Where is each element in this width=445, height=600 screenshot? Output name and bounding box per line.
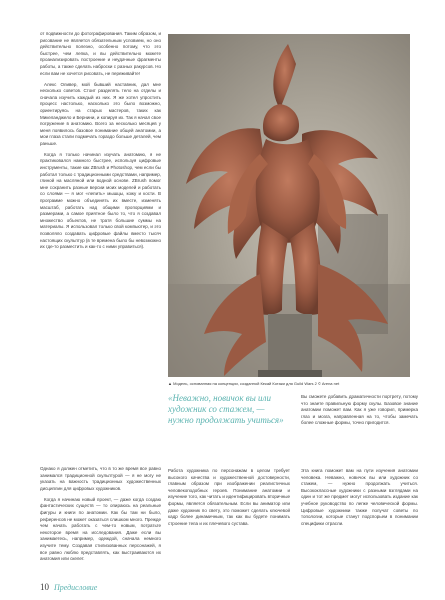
text-column-left-top — [40, 31, 161, 423]
paragraph: Когда я начинаю новый проект, — даже когда создаю фантастических существ — то опираюсь на реальные фигуры и книги по анатомии. Как бы там ни было, референсов не может оказаться слишком много. Прежде чем начать работать с чем-то новым, потратьте некоторое время на исследования. Даже если вы занимаетесь, например, одеждой, сначала немного изучите тему. Создавая стилизованных персонажей, я все равно люблю представлять, как выстраиваются их анатомия или скелет. — [40, 496, 161, 562]
text-column-right-top — [301, 394, 418, 466]
section-title: Предисловие — [54, 583, 98, 592]
paragraph: Работа художника по персонажам в целом требует высокого качества и художественной достоверности, главным образом при изображении реалистичных человекоподобных героев. Понимание анатомии и изучение того, как читать и идентифицировать вторичные формы, является обязательным. Если вы аниматор или даже художник по свету, это поможет сделать ключевой кадр более динамичным, так как вы будете понимать строение тела и их плечевого сустава. — [168, 468, 290, 526]
page-number: 10 — [40, 582, 49, 592]
text-column-right-bottom — [301, 468, 418, 578]
pull-quote: «Неважно, новичок вы или художник со стажем, — нужно продолжать учиться» — [168, 393, 284, 425]
paragraph: от подвижности до фотографирования. Таким образом, и рисование не является обязательным условием, но оно действительно полезно, особенно потому, что это быстрее, чем лепка, и вы действительно можете проанализировать построение и неудачные фрагменты работы, а также сделать наброски с разных ракурсов. Но если вам не хочется рисовать, не переживайте! — [40, 31, 161, 76]
paragraph: Однако я должен отметить, что в то же время все равно занимался традиционной скульптурой — я не могу не указать на важность традиционных художественных дисциплин для цифровых художников. — [40, 466, 161, 491]
paragraph: Когда я только начинал изучать анатомию, я не практиковался намного быстрее, используя цифровые инструменты, такие как ZBrush и Photoshop, чем если бы работал только с традиционными средствами, например, глиной на масляной или водной основе. ZBrush помог мне сохранить разные версии моих моделей и работать со слоями — я мог «лепить» мышцы, кожу и кости. В программе можно объединять их вместе, изменять масштаб, работать над общими пропорциями и размерами, а самое приятное было то, что я создавал множество объектов, не тратя большие суммы на материалы. Я использовал только свой компьютер, и это позволяло создавать цифровые файлы вместо тысяч настоящих скульптур (в те времена было бы невозможно их где-то разместить и как-то с ними управиться). — [40, 151, 161, 250]
text-column-left-bottom — [40, 466, 161, 576]
sculpture-photo — [168, 34, 410, 377]
paragraph: Эта книга поможет вам на пути изучения анатомии человека. Неважно, новичок вы или художник со стажем, — нужно продолжать учиться. Высококлассные художники с разными взглядами на один и тот же предмет могут использовать издание как учебное руководство по лепке человеческой формы. Цифровые художники также получат советы по топологии, которые станут подспорьем в понимании специфики отрасли. — [301, 468, 418, 526]
photo-caption: ▲ Модель, основанная на концепции, созданной Кекай Котаки для Guild Wars 2 © Arena net — [168, 381, 340, 386]
paragraph: Алекс Оливер, мой бывший наставник, дал мне несколько советов. Стоит разделять тело на отделы и сначала изучить каждый из них. Я же хотел упростить процесс настолько, насколько это было возможно, ориентируясь на старых мастеров, таких как Микеланджело и Бернини, и копируя их. Так я начал свое погружение в анатомию. Всего за несколько месяцев у меня появилось базовое понимание общей анатомии, а мои глаза стали подмечать гораздо больше деталей, чем раньше. — [40, 81, 161, 146]
paragraph: Вы сможете добавить драматичности портрету, потому что знаете правильную форму скулы. Базовое знание анатомии поможет вам. Как я уже говорил, примерка глаз и мозга, направленная на то, чтобы замечать более сложные формы, точно пригодится. — [301, 394, 418, 426]
sculpture-illustration — [168, 34, 410, 377]
text-column-middle-bottom — [168, 468, 290, 578]
